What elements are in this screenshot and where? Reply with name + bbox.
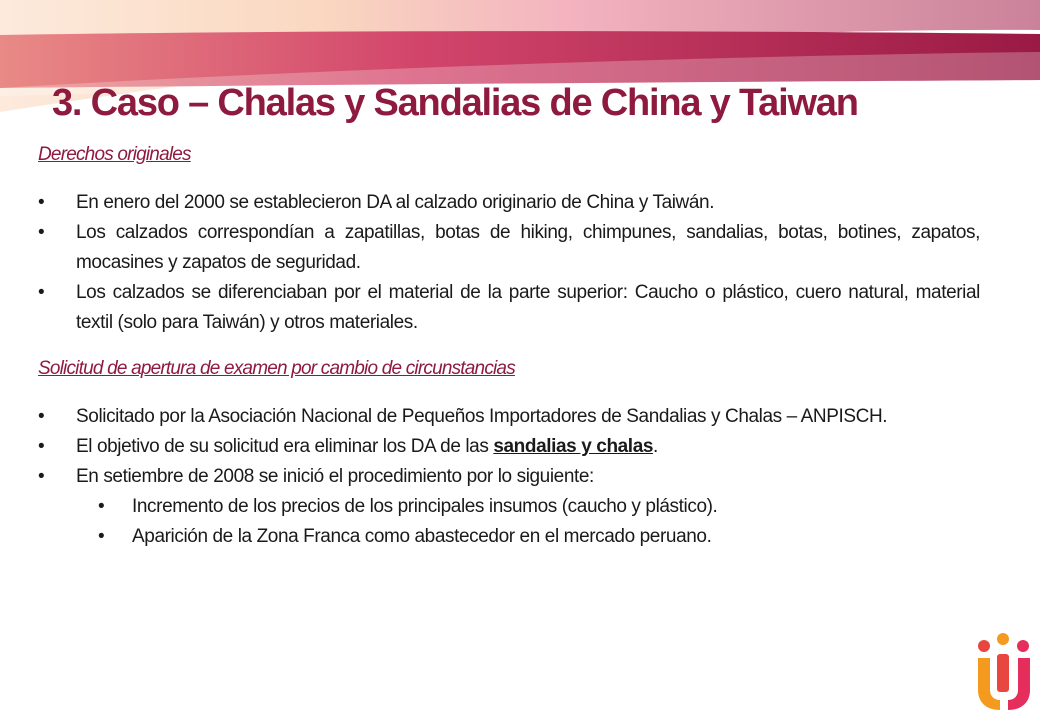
logo-dot-left [978,640,990,652]
organization-logo [972,632,1036,712]
logo-stroke-left [978,658,1000,710]
emphasized-products: sandalias y chalas [493,436,654,457]
section-heading-original-duties: Derechos originales [38,144,191,165]
list-item: • Los calzados se diferenciaban por el material de la parte superior: Caucho o plástico, cuero natural, material textil (solo para Taiwán) y otros materiales. [38,278,980,338]
list-item [38,462,980,552]
logo-stroke-center [997,654,1009,692]
list-item [38,432,980,462]
logo-stroke-right [1008,658,1030,710]
objective-text: El objetivo de su solicitud era eliminar los DA de las [76,436,494,457]
sub-list-item: • Aparición de la Zona Franca como abastecedor en el mercado peruano. [76,522,980,552]
procedure-reasons-list [76,492,980,552]
logo-dot-right [1017,640,1029,652]
page-title: 3. Caso – Chalas y Sandalias de China y Taiwan [52,82,858,124]
objective-period: . [653,436,658,457]
section-heading-review-request: Solicitud de apertura de examen por cambio de circunstancias [38,358,515,379]
list-item: • En enero del 2000 se establecieron DA al calzado originario de China y Taiwán. [38,188,980,218]
list-item: • Solicitado por la Asociación Nacional de Pequeños Importadores de Sandalias y Chalas – ANPISCH. [38,402,980,432]
procedure-text: En setiembre de 2008 se inició el procedimiento por lo siguiente: [76,466,594,487]
logo-dot-center [997,633,1009,645]
list-item: • Los calzados correspondían a zapatillas, botas de hiking, chimpunes, sandalias, botas, botines, zapatos, mocasines y zapatos de seguridad. [38,218,980,278]
slide-content [38,140,980,552]
sub-list-item: • Incremento de los precios de los principales insumos (caucho y plástico). [76,492,980,522]
review-request-list [38,402,980,552]
original-duties-list [38,188,980,338]
